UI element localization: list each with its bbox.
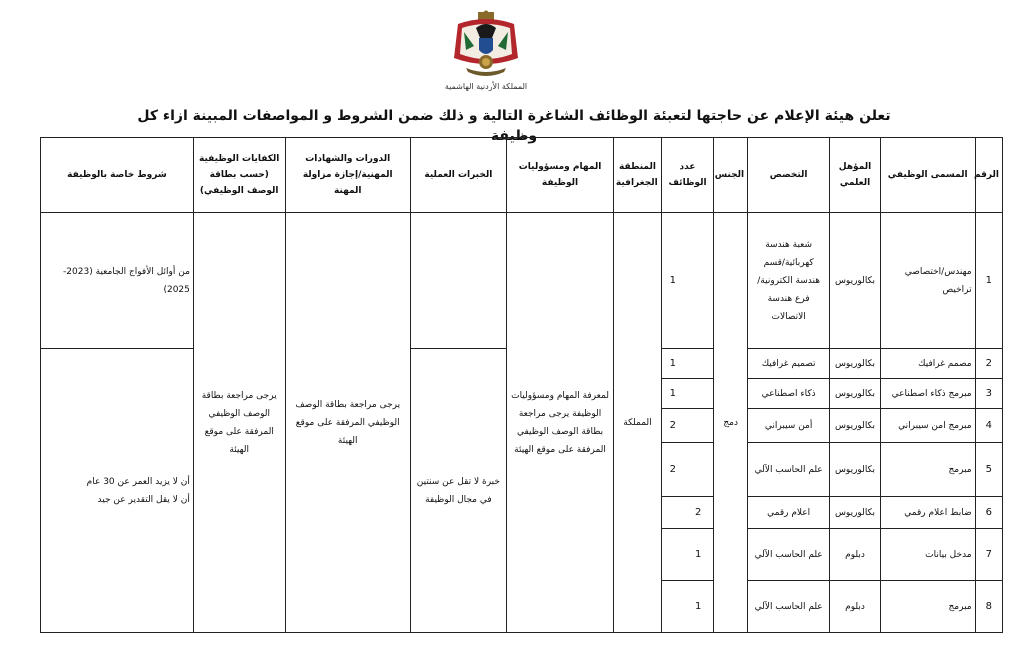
specialization: علم الحاسب الآلي	[748, 581, 830, 633]
competencies-cell: يرجى مراجعة بطاقة الوصف الوظيفي المرفقة على موقع الهيئة	[193, 213, 285, 633]
row-number: 7	[975, 529, 1002, 581]
job-title: مبرمج	[880, 443, 975, 497]
duties-cell: لمعرفة المهام ومسؤوليات الوظيفة يرجى مراجعة بطاقة الوصف الوظيفي المرفقة على موقع الهيئة	[506, 213, 613, 633]
specialization: تصميم غرافيك	[748, 349, 830, 379]
job-title: مصمم غرافيك	[880, 349, 975, 379]
specialization: علم الحاسب الآلي	[748, 529, 830, 581]
courses-cell: يرجى مراجعة بطاقة الوصف الوظيفي المرفقة على موقع الهيئة	[285, 213, 410, 633]
specialization: ذكاء اصطناعي	[748, 379, 830, 409]
job-title: مبرمج ذكاء اصطناعي	[880, 379, 975, 409]
experience-cell-row1	[410, 213, 506, 349]
header-courses: الدورات والشهادات المهنية/إجازة مزاولة المهنة	[285, 138, 410, 213]
header-special-conditions: شروط خاصة بالوظيفة	[41, 138, 194, 213]
qualification: بكالوريوس	[830, 349, 881, 379]
header-region: المنطقة الجغرافية	[614, 138, 661, 213]
job-title: مدخل بيانات	[880, 529, 975, 581]
table-header-row	[41, 138, 1003, 213]
header-experience: الخبرات العملية	[410, 138, 506, 213]
qualification: بكالوريوس	[830, 409, 881, 443]
qualification: دبلوم	[830, 529, 881, 581]
grade-condition: أن لا يقل التقدير عن جيد	[97, 494, 190, 505]
job-title: مبرمج امن سيبراني	[880, 409, 975, 443]
header-count: عدد الوظائف	[661, 138, 714, 213]
row-number: 3	[975, 379, 1002, 409]
specialization: علم الحاسب الآلي	[748, 443, 830, 497]
job-count: 1	[661, 213, 714, 349]
specialization: شعبة هندسة كهربائية/قسم هندسة الكترونية/فرع هندسة الاتصالات	[748, 213, 830, 349]
qualification: بكالوريوس	[830, 497, 881, 529]
special-conditions-cell	[41, 349, 194, 633]
region-cell: المملكة	[614, 213, 661, 633]
job-title: ضابط اعلام رقمي	[880, 497, 975, 529]
age-condition: أن لا يزيد العمر عن 30 عام	[86, 476, 190, 487]
header-specialization: التخصص	[748, 138, 830, 213]
row-number: 6	[975, 497, 1002, 529]
header-duties: المهام ومسؤوليات الوظيفة	[506, 138, 613, 213]
row-number: 1	[975, 213, 1002, 349]
specialization: أمن سيبراني	[748, 409, 830, 443]
gender-cell: دمج	[714, 213, 748, 633]
jordan-coat-of-arms-icon	[448, 10, 524, 80]
job-count: 1	[661, 349, 714, 379]
qualification: بكالوريوس	[830, 213, 881, 349]
qualification: دبلوم	[830, 581, 881, 633]
header-gender: الجنس	[714, 138, 748, 213]
header-competencies: الكفايات الوظيفية (حسب بطاقة الوصف الوظيفي)	[193, 138, 285, 213]
row-number: 5	[975, 443, 1002, 497]
job-count: 2	[661, 409, 714, 443]
special-conditions-row1: من أوائل الأفواج الجامعية (2023-2025)	[41, 213, 194, 349]
row-number: 8	[975, 581, 1002, 633]
row-number: 4	[975, 409, 1002, 443]
table-row	[41, 213, 1003, 349]
job-count: 2	[661, 443, 714, 497]
qualification: بكالوريوس	[830, 379, 881, 409]
row-number: 2	[975, 349, 1002, 379]
job-title: مهندس/اختصاصي تراخيص	[880, 213, 975, 349]
experience-cell: خبرة لا تقل عن سنتين في مجال الوظيفة	[410, 349, 506, 633]
vacancies-table	[40, 137, 1003, 633]
specialization: اعلام رقمي	[748, 497, 830, 529]
job-count: 1	[661, 529, 714, 581]
announcement-headline: تعلن هيئة الإعلام عن حاجتها لتعبئة الوظائف الشاغرة التالية و ذلك ضمن الشروط و المواصفات المبينة ازاء كل وظيفة	[137, 108, 891, 144]
emblem-caption: المملكة الأردنية الهاشمية	[444, 82, 528, 91]
job-count: 1	[661, 581, 714, 633]
header-title: المسمى الوظيفي	[880, 138, 975, 213]
qualification: بكالوريوس	[830, 443, 881, 497]
header-qualification: المؤهل العلمي	[830, 138, 881, 213]
job-count: 1	[661, 379, 714, 409]
job-count: 2	[661, 497, 714, 529]
header-number: الرقم	[975, 138, 1002, 213]
job-title: مبرمج	[880, 581, 975, 633]
